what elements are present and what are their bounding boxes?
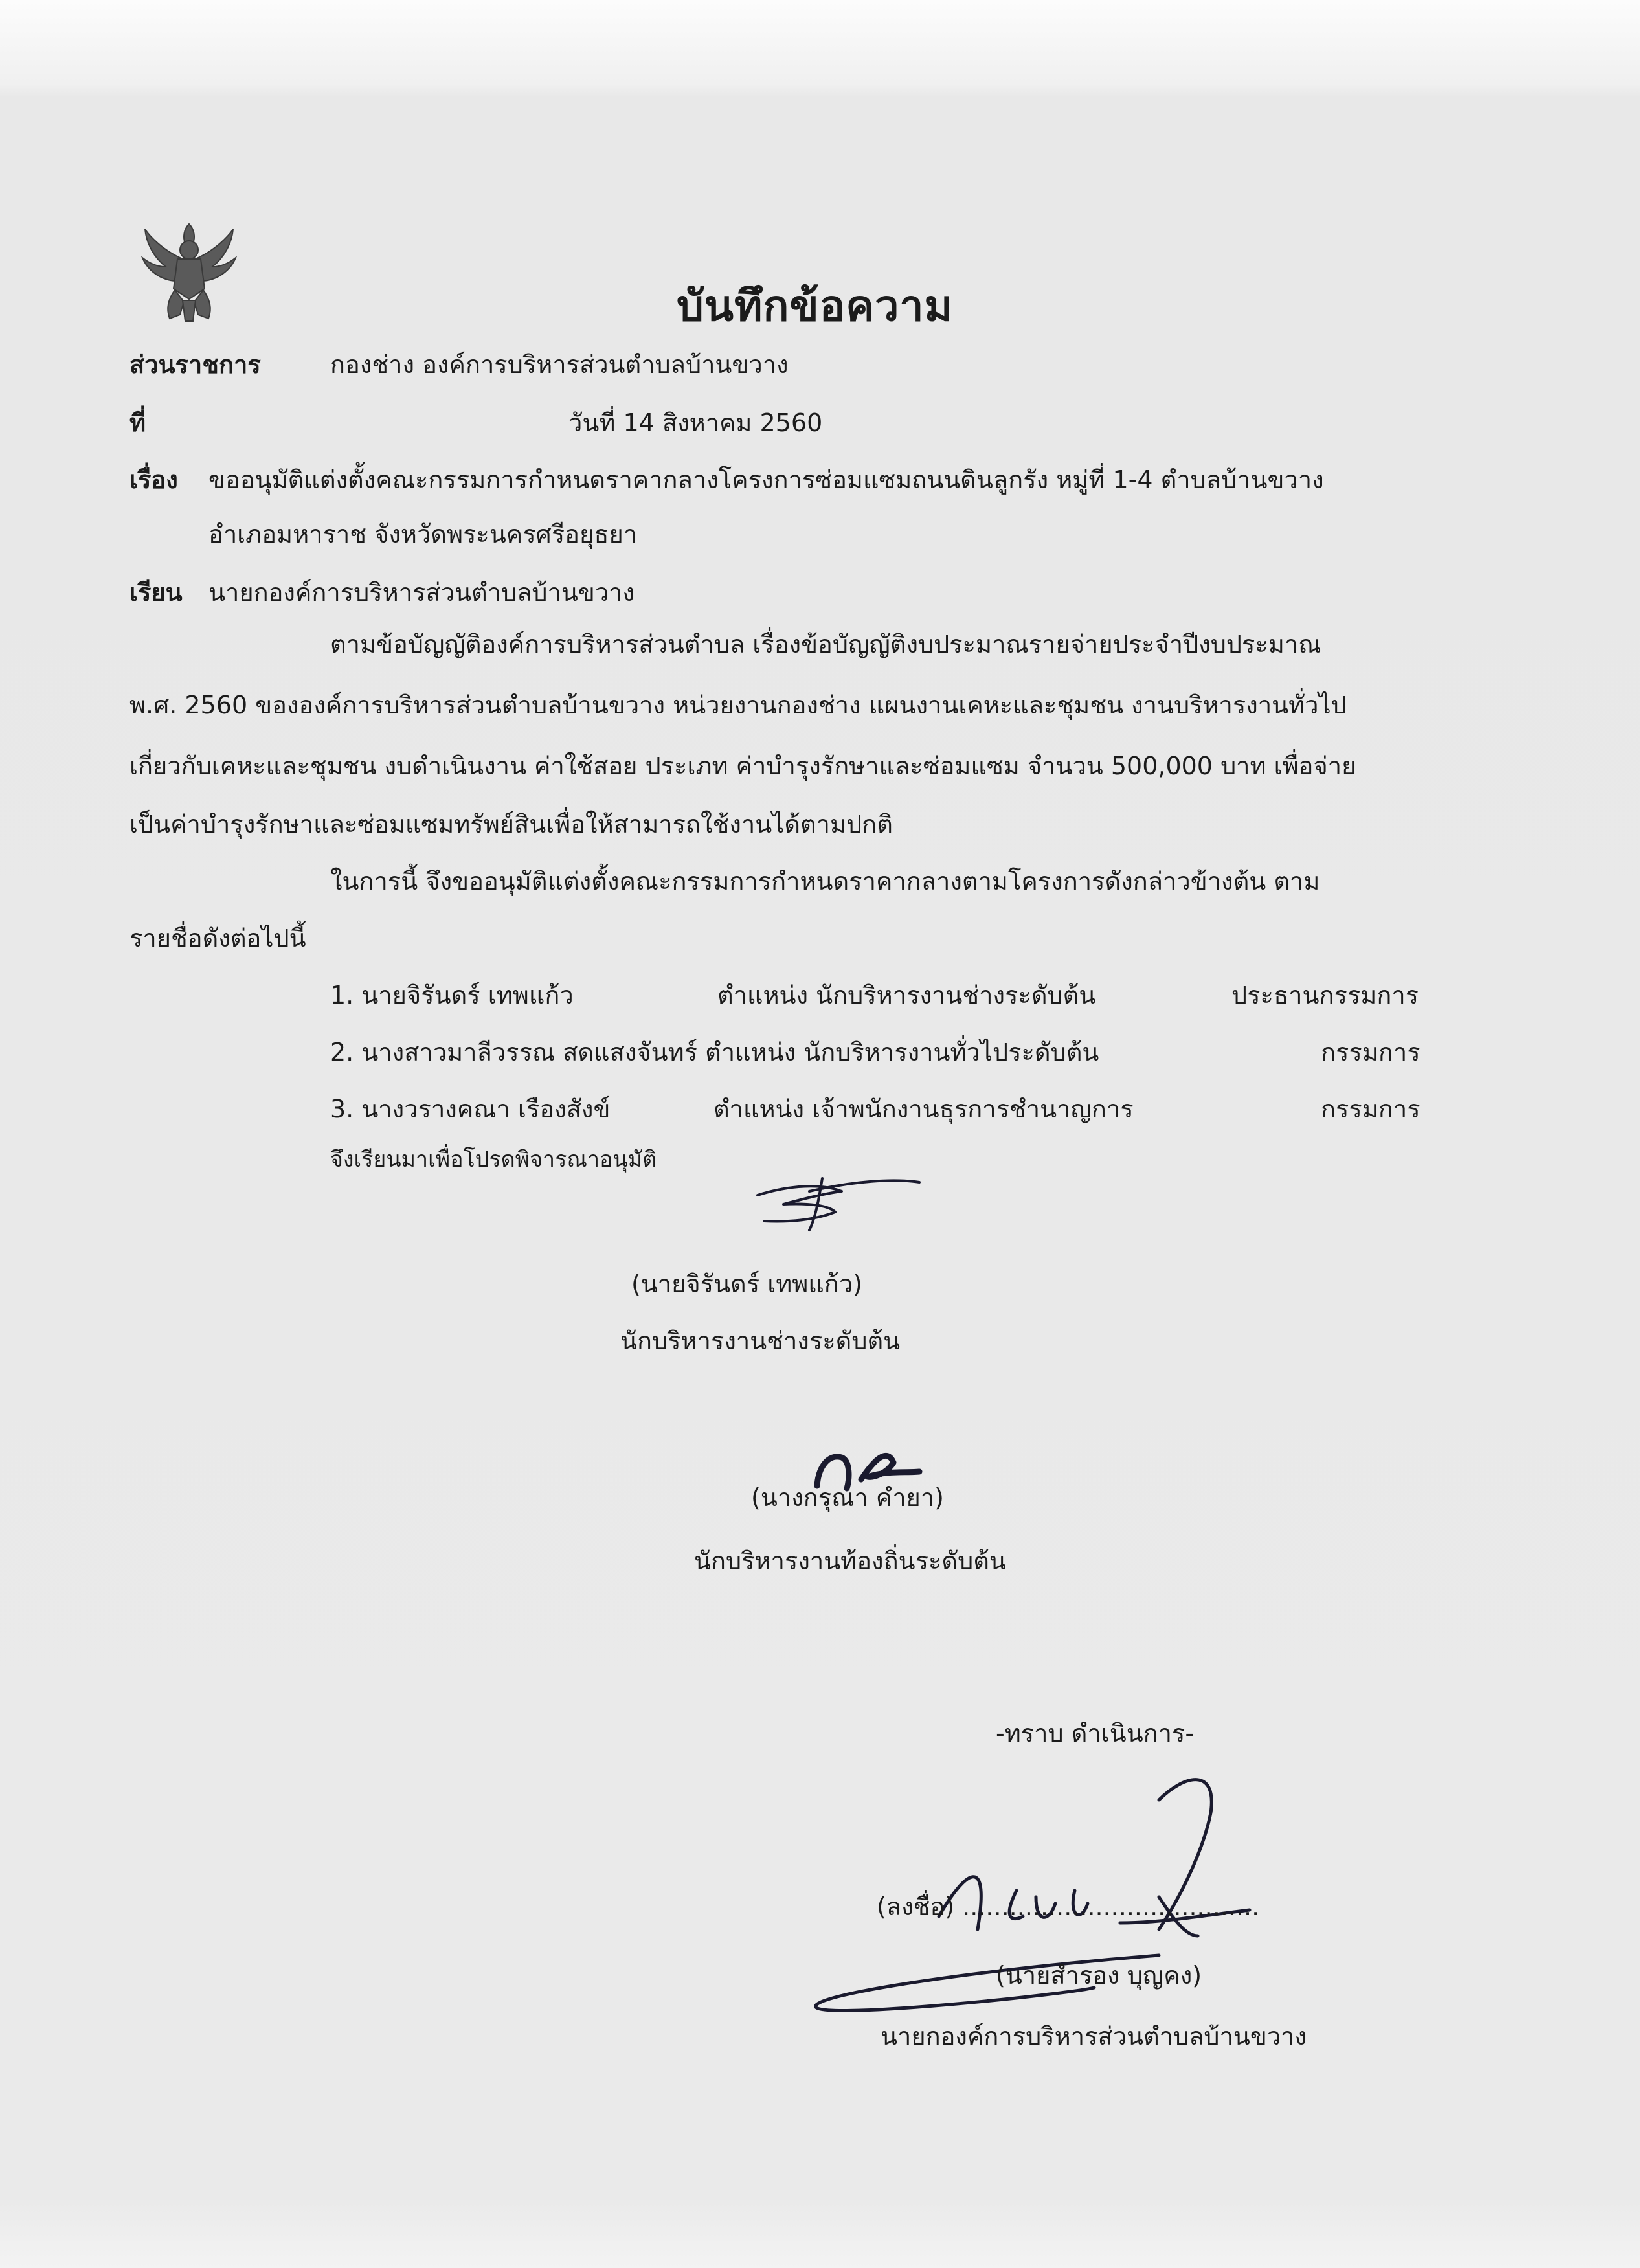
committee-member-2-role: กรรมการ (1321, 1038, 1421, 1066)
approver-sign-line: (ลงชื่อ) ...................................... (877, 1892, 1260, 1921)
memo-date: วันที่ 14 สิงหาคม 2560 (568, 409, 823, 437)
signature-1 (745, 1165, 926, 1237)
committee-member-3-name: 3. นางวรางคณา เรืองสังข์ (330, 1095, 611, 1123)
signer-1-name: (นายจิรันดร์ เทพแก้ว) (631, 1270, 862, 1298)
approver-name: (นายสำรอง บุญคง) (996, 1961, 1202, 1990)
department-value: กองช่าง องค์การบริหารส่วนตำบลบ้านขวาง (330, 350, 789, 379)
committee-member-1-name: 1. นายจิรันดร์ เทพแก้ว (330, 981, 574, 1009)
body-paragraph-1-line-1: ตามข้อบัญญัติองค์การบริหารส่วนตำบล เรื่องข้อบัญญัติงบประมาณรายจ่ายประจำปีงบประมาณ (330, 630, 1321, 658)
subject-line-1: ขออนุมัติแต่งตั้งคณะกรรมการกำหนดราคากลางโครงการซ่อมแซมถนนดินลูกรัง หมู่ที่ 1-4 ตำบลบ้านขวาง (208, 466, 1324, 494)
approval-note: -ทราบ ดำเนินการ- (996, 1719, 1195, 1747)
signer-2-name: (นางกรุณา คำยา) (751, 1483, 944, 1512)
addressee-value: นายกองค์การบริหารส่วนตำบลบ้านขวาง (208, 578, 635, 607)
committee-member-3-role: กรรมการ (1321, 1095, 1421, 1123)
signer-2-title: นักบริหารงานท้องถิ่นระดับต้น (694, 1547, 1006, 1575)
body-paragraph-2-line-1: ในการนี้ จึงขออนุมัติแต่งตั้งคณะกรรมการกำหนดราคากลางตามโครงการดังกล่าวข้างต้น ตาม (330, 867, 1320, 895)
department-label: ส่วนราชการ (129, 350, 261, 379)
body-paragraph-2-line-2: รายชื่อดังต่อไปนี้ (129, 924, 306, 952)
subject-line-2: อำเภอมหาราช จังหวัดพระนครศรีอยุธยา (208, 520, 638, 548)
body-paragraph-1-line-3: เกี่ยวกับเคหะและชุมชน งบดำเนินงาน ค่าใช้สอย ประเภท ค่าบำรุงรักษาและซ่อมแซม จำนวน 500,000 บาท เพื่อจ่าย (129, 752, 1356, 780)
committee-member-3-position: ตำแหน่ง เจ้าพนักงานธุรการชำนาญการ (713, 1095, 1134, 1123)
body-paragraph-1-line-2: พ.ศ. 2560 ขององค์การบริหารส่วนตำบลบ้านขวาง หน่วยงานกองช่าง แผนงานเคหะและชุมชน งานบริหารงานทั่วไป (129, 691, 1347, 719)
approver-title: นายกองค์การบริหารส่วนตำบลบ้านขวาง (881, 2022, 1307, 2050)
committee-member-2-name: 2. นางสาวมาลีวรรณ สดแสงจันทร์ ตำแหน่ง นักบริหารงานทั่วไประดับต้น (330, 1038, 1099, 1066)
addressee-label: เรียน (129, 578, 183, 607)
garuda-emblem-icon (137, 218, 241, 328)
committee-member-1-position: ตำแหน่ง นักบริหารงานช่างระดับต้น (717, 981, 1096, 1009)
body-paragraph-1-line-4: เป็นค่าบำรุงรักษาและซ่อมแซมทรัพย์สินเพื่อให้สามารถใช้งานได้ตามปกติ (129, 810, 893, 838)
closing-sentence: จึงเรียนมาเพื่อโปรดพิจารณาอนุมัติ (330, 1147, 657, 1173)
committee-member-1-role: ประธานกรรมการ (1231, 981, 1419, 1009)
reference-number-label: ที่ (129, 409, 146, 437)
memo-title: บันทึกข้อความ (677, 281, 954, 331)
signer-1-title: นักบริหารงานช่างระดับต้น (620, 1327, 901, 1355)
subject-label: เรื่อง (129, 466, 178, 494)
